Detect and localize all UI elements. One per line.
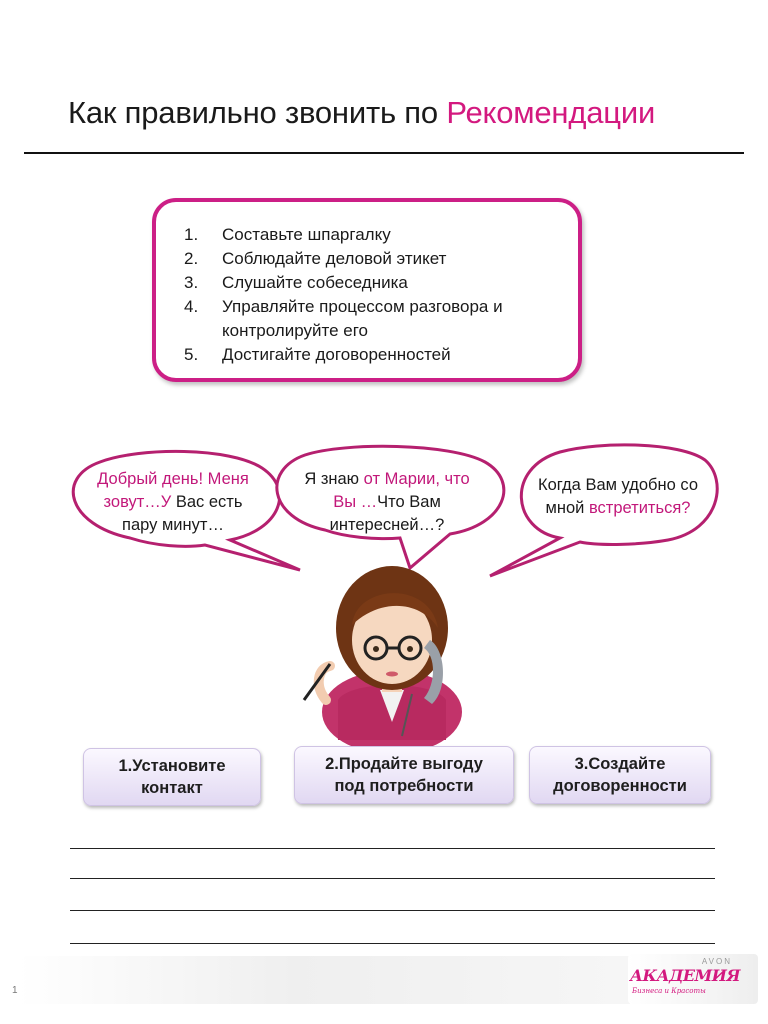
referral-line-1-b: от Марии, что (363, 470, 470, 488)
referral-line-2-b: Что Вам (377, 493, 441, 511)
step-1-line-2: контакт (141, 779, 203, 797)
page-number: 1 (12, 985, 18, 996)
greeting-line-2-question: Вас есть (171, 493, 243, 511)
tip-text: Слушайте собеседника (222, 273, 408, 292)
step-3-line-1: 3.Создайте (574, 755, 666, 773)
greeting-line-2-name: зовут…У (103, 493, 172, 511)
avon-academy-logo (628, 954, 758, 1004)
referral-line-2 (282, 491, 492, 514)
tip-number: 2. (184, 249, 199, 268)
referral-line-1-a: Я знаю (304, 470, 364, 488)
greeting-line-1: Добрый день! Меня (97, 470, 249, 488)
meeting-line-2-b: встретиться? (588, 499, 691, 517)
logo-name: АКАДЕМИЯ (630, 966, 740, 985)
step-create-agreements (529, 746, 711, 804)
meeting-line-2 (520, 497, 716, 520)
step-establish-contact (83, 748, 261, 806)
writing-line (70, 910, 715, 911)
tip-number: 4. (184, 297, 199, 316)
referral-line-1 (282, 468, 492, 491)
logo-tagline: Бизнеса и Красоты (632, 987, 706, 995)
step-1-line-1: 1.Установите (118, 757, 226, 775)
referral-line-3: интересней…? (329, 516, 445, 534)
tip-number: 1. (184, 225, 199, 244)
bubble-text-greeting (78, 468, 268, 537)
writing-line (70, 943, 715, 944)
step-sell-benefit (294, 746, 514, 804)
footer-band (18, 956, 630, 1004)
step-2-line-2: под потребности (334, 777, 474, 795)
greeting-line-2 (78, 491, 268, 514)
meeting-line-1: Когда Вам удобно со (537, 476, 698, 494)
tip-text: Достигайте договоренностей (222, 345, 451, 364)
title-main: Как правильно звонить по (68, 95, 447, 130)
step-2-line-1: 2.Продайте выгоду (325, 755, 483, 773)
bubble-text-referral (282, 468, 492, 537)
writing-line (70, 878, 715, 879)
tip-text: Управляйте процессом разговора и контролируйте его (222, 297, 503, 340)
step-3-line-2: договоренности (553, 777, 687, 795)
tip-number: 5. (184, 345, 199, 364)
greeting-line-3: пару минут… (122, 516, 224, 534)
title-accent: Рекомендации (446, 95, 656, 130)
meeting-line-2-a: мной (545, 499, 589, 517)
referral-line-2-a: Вы … (333, 493, 378, 511)
logo-brand: AVON (701, 957, 732, 966)
tip-text: Соблюдайте деловой этикет (222, 249, 447, 268)
woman-on-phone-illustration (304, 566, 462, 754)
bubble-text-meeting (520, 474, 716, 520)
writing-line (70, 848, 715, 849)
tip-number: 3. (184, 273, 199, 292)
tip-text: Составьте шпаргалку (222, 225, 391, 244)
